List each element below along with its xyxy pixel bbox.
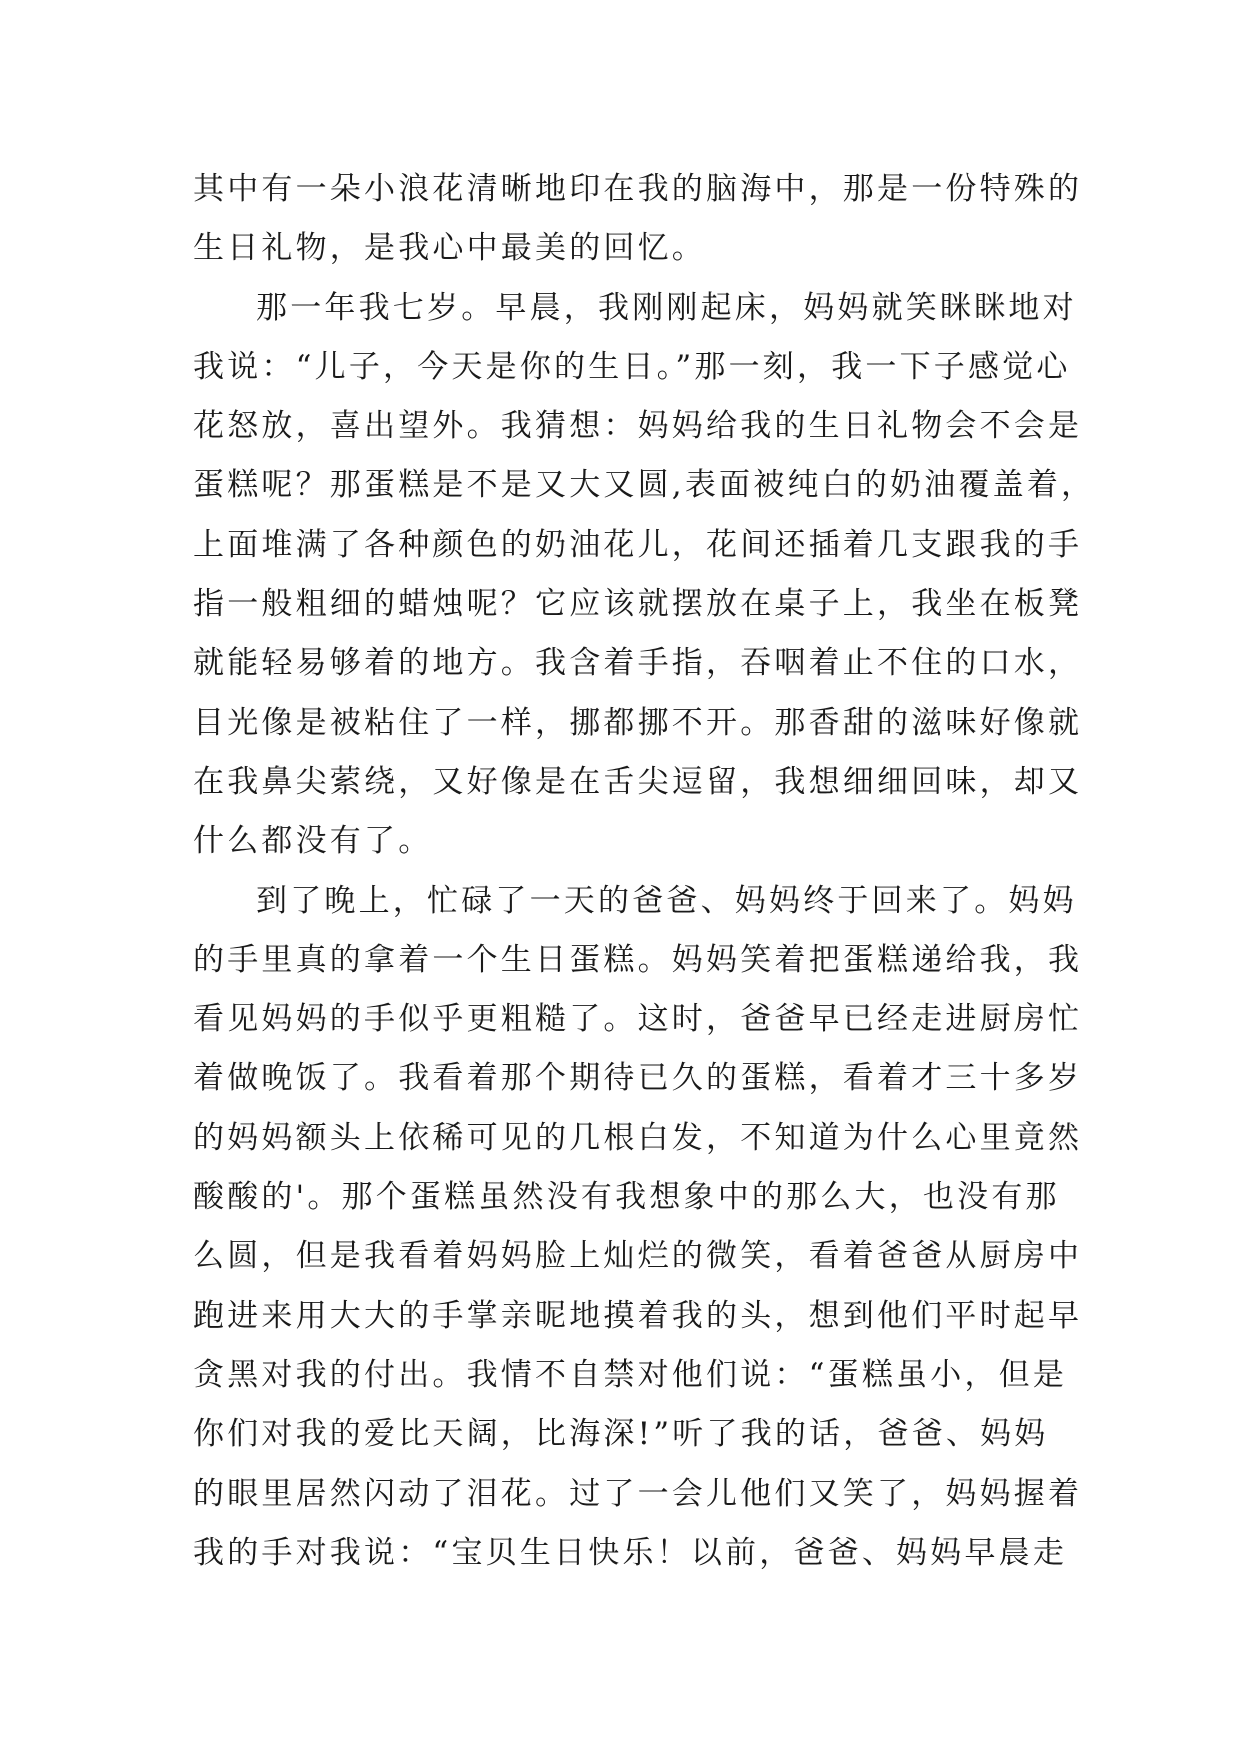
text-line: 什么都没有了。 [193, 823, 433, 860]
text-line: 我的手对我说：“宝贝生日快乐！以前，爸爸、妈妈早晨走 [193, 1534, 1068, 1571]
text-line: 我说：“儿子，今天是你的生日。”那一刻，我一下子感觉心 [193, 348, 1071, 385]
text-line: 花怒放，喜出望外。我猜想：妈妈给我的生日礼物会不会是 [193, 408, 1083, 445]
paragraph-first-line: 到了晚上，忙碌了一天的爸爸、妈妈终于回来了。妈妈 [256, 882, 1077, 919]
text-line: 其中有一朵小浪花清晰地印在我的脑海中，那是一份特殊的 [193, 171, 1083, 207]
text-line: 酸酸的'。那个蛋糕虽然没有我想象中的那么大，也没有那 [193, 1179, 1060, 1216]
body-text [193, 160, 1096, 1583]
text-line: 看见妈妈的手似乎更粗糙了。这时，爸爸早已经走进厨房忙 [193, 1001, 1083, 1038]
text-line: 在我鼻尖萦绕，又好像是在舌尖逗留，我想细细回味，却又 [193, 763, 1083, 800]
text-line: 的手里真的拿着一个生日蛋糕。妈妈笑着把蛋糕递给我，我 [193, 941, 1083, 978]
text-line: 的妈妈额头上依稀可见的几根白发，不知道为什么心里竟然 [193, 1119, 1083, 1156]
text-line: 上面堆满了各种颜色的奶油花儿，花间还插着几支跟我的手 [193, 526, 1083, 563]
text-line: 贪黑对我的付出。我情不自禁对他们说：“蛋糕虽小，但是 [193, 1356, 1068, 1393]
text-line: 就能轻易够着的地方。我含着手指，吞咽着止不住的口水， [193, 645, 1083, 682]
text-line: 蛋糕呢？那蛋糕是不是又大又圆,表面被纯白的奶油覆盖着， [193, 467, 1096, 504]
text-line: 指一般粗细的蜡烛呢？它应该就摆放在桌子上，我坐在板凳 [193, 586, 1083, 623]
text-line: 的眼里居然闪动了泪花。过了一会儿他们又笑了，妈妈握着 [193, 1475, 1083, 1512]
text-line: 生日礼物，是我心中最美的回忆。 [193, 230, 706, 267]
text-line: 你们对我的爱比天阔，比海深!”听了我的话，爸爸、妈妈 [193, 1416, 1049, 1453]
text-line: 目光像是被粘住了一样，挪都挪不开。那香甜的滋味好像就 [193, 704, 1083, 741]
text-line: 跑进来用大大的手掌亲昵地摸着我的头，想到他们平时起早 [193, 1297, 1083, 1334]
paragraph-first-line: 那一年我七岁。早晨，我刚刚起床，妈妈就笑眯眯地对 [256, 289, 1077, 326]
text-line: 着做晚饭了。我看着那个期待已久的蛋糕，看着才三十多岁 [193, 1060, 1083, 1097]
text-line: 么圆，但是我看着妈妈脸上灿烂的微笑，看着爸爸从厨房中 [193, 1238, 1083, 1275]
